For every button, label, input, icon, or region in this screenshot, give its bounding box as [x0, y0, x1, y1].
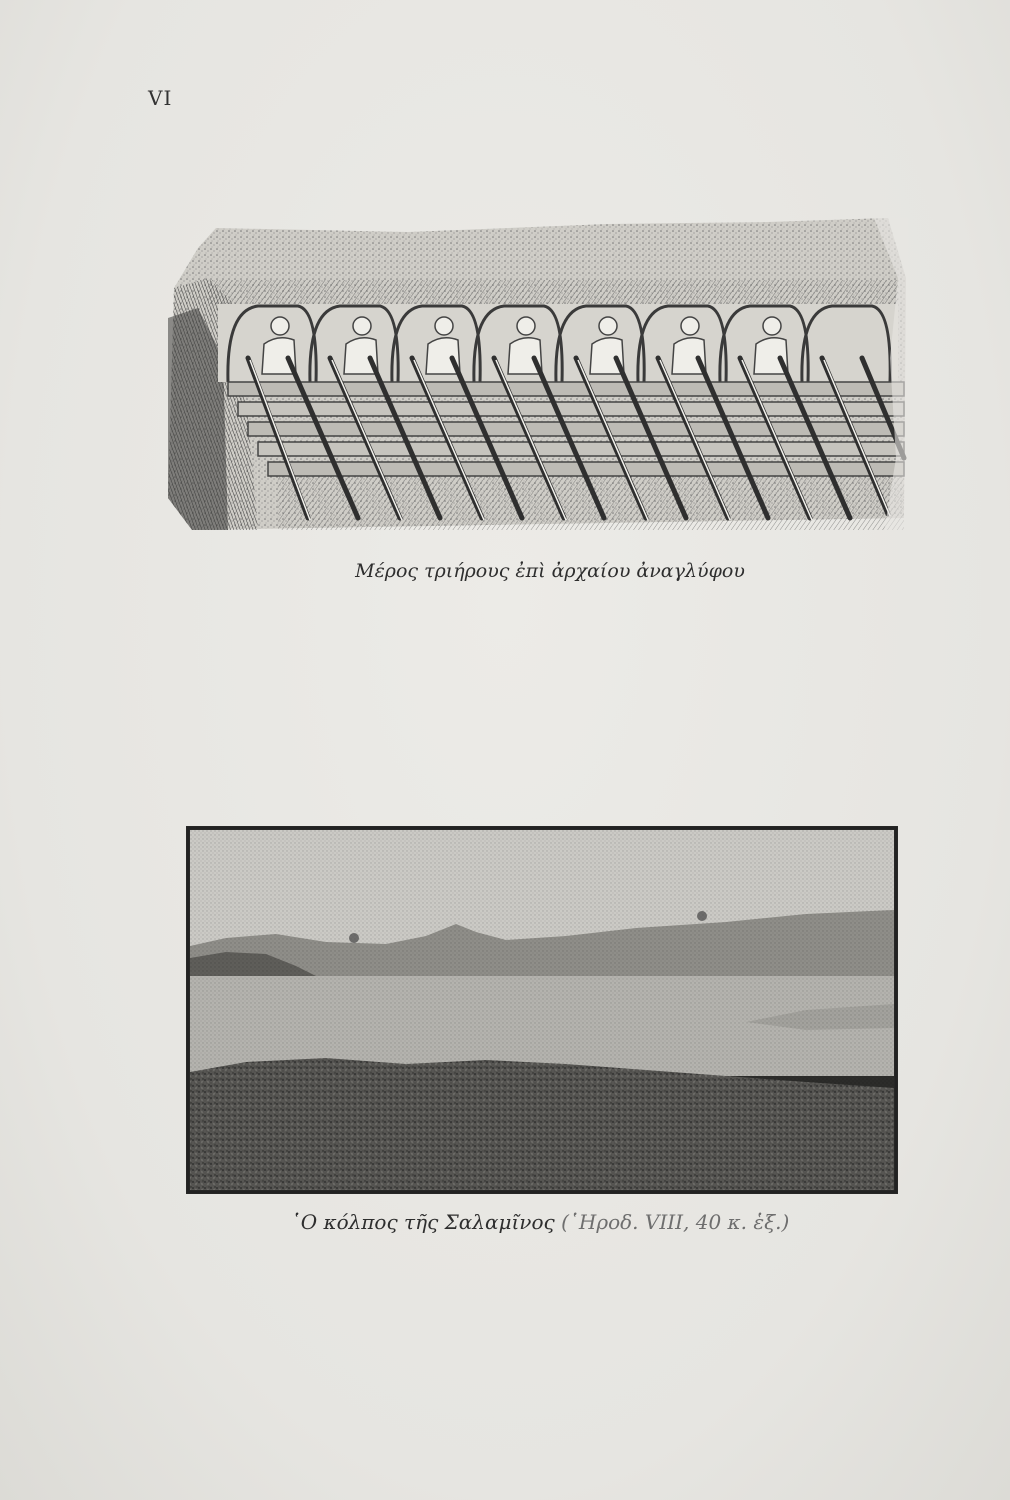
figure-caption-salamis: [0, 1210, 1010, 1234]
figure-caption-trireme: Μέρος τριήρους ἐπὶ ἀρχαίου ἀναγλύφου: [355, 560, 745, 582]
caption-main-text: ῾Ο κόλπος τῆς Σαλαμῖνος: [290, 1210, 555, 1234]
trireme-relief-illustration: [168, 218, 908, 532]
caption-reference: (῾Ηροδ. VIII, 40 κ. ἑξ.): [561, 1210, 790, 1234]
salamis-bay-photograph: [186, 826, 898, 1194]
page-number: VI: [148, 86, 173, 110]
